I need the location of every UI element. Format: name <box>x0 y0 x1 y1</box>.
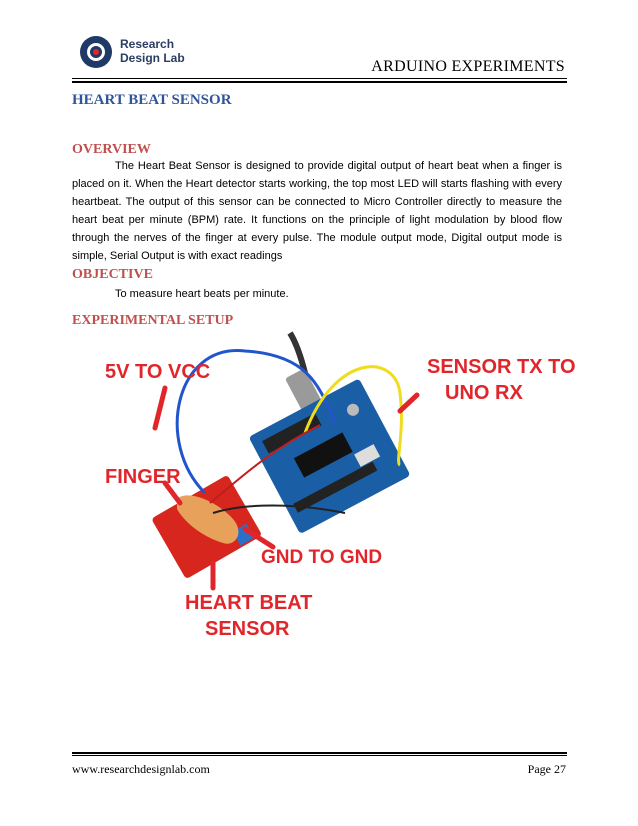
objective-heading: OBJECTIVE <box>72 267 153 282</box>
label-finger: FINGER <box>105 466 181 488</box>
experimental-setup-photo <box>95 333 576 653</box>
overview-paragraph <box>72 157 562 265</box>
label-sensor-tx-line1: SENSOR TX TO <box>427 356 576 378</box>
label-sensor-line1: HEART BEAT <box>185 592 313 614</box>
arrow-5v <box>155 388 165 428</box>
footer-website: www.researchdesignlab.com <box>72 762 210 776</box>
logo-text: Research Design Lab <box>120 37 185 65</box>
header-divider-thick <box>72 81 567 83</box>
footer-divider <box>72 755 567 756</box>
header-title: ARDUINO EXPERIMENTS <box>371 58 565 75</box>
page-title: HEART BEAT SENSOR <box>72 92 232 108</box>
page-header <box>72 28 567 80</box>
footer-divider-thick <box>72 752 567 754</box>
company-logo <box>80 34 250 74</box>
label-5v-to-vcc: 5V TO VCC <box>105 361 211 383</box>
overview-text: The Heart Beat Sensor is designed to provide digital output of heart beat when a finger is placed on it. When the Heart detector starts working, the top most LED will starts flashing with every heartbeat. The output of this sensor can be connected to Micro Controller directly to measure the heart beat per minute (BPM) rate. It functions on the principle of light modulation by blood flow through the nerves of the finger at every pulse. The module output mode, Digital output mode is simple, Serial Output is with exact readings <box>72 160 562 262</box>
header-divider <box>72 78 567 79</box>
objective-text: To measure heart beats per minute. <box>115 288 289 300</box>
setup-heading: EXPERIMENTAL SETUP <box>72 313 234 328</box>
page-number: Page 27 <box>527 762 566 776</box>
label-sensor-tx-line2: UNO RX <box>445 382 523 404</box>
label-gnd-to-gnd: GND TO GND <box>261 547 383 568</box>
overview-heading: OVERVIEW <box>72 142 151 157</box>
arrow-tx <box>400 395 417 411</box>
logo-icon <box>80 36 112 68</box>
label-sensor-line2: SENSOR <box>205 618 290 640</box>
